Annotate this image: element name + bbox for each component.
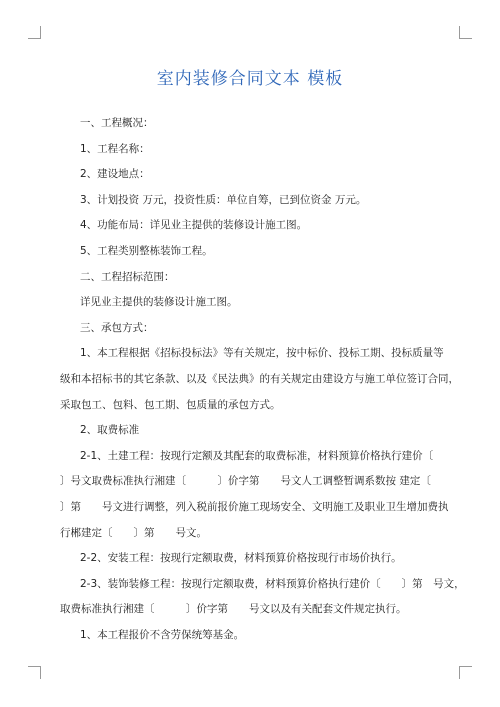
- body-line: 3、计划投资 万元，投资性质：单位自筹，已到位资金 万元。: [80, 193, 367, 206]
- crop-mark-top-left: [28, 26, 41, 39]
- body-line: 二、工程招标范围：: [80, 270, 175, 283]
- body-line: 级和本招标书的其它条款、以及《民法典》的有关规定由建设方与施工单位签订合同，: [60, 372, 459, 385]
- body-line: 2-3、装饰装修工程：按现行定额取费，材料预算价格执行建价〔 〕第 号文，: [80, 577, 465, 590]
- body-line: 2、取费标准: [80, 424, 140, 437]
- body-line: 一、工程概况：: [80, 117, 154, 129]
- body-line: 4、功能布局：详见业主提供的装修设计施工图。: [80, 219, 308, 232]
- crop-mark-bottom-right: [459, 666, 472, 679]
- body-line: 2、建设地点：: [80, 168, 150, 181]
- body-line: 行郴建定〔 〕第 号文。: [60, 526, 207, 539]
- document-title: 室内装修合同文本 模板: [156, 69, 344, 89]
- body-line: 〕第 号文进行调整，列入税前报价施工现场安全、文明施工及职业卫生增加费执: [60, 500, 449, 513]
- body-line: 1、本工程根据《招标投标法》等有关规定，按中标价、投标工期、投标质量等: [80, 347, 444, 360]
- body-line: 1、工程名称：: [80, 142, 150, 155]
- body-line: 采取包工、包料、包工期、包质量的承包方式。: [60, 398, 281, 411]
- body-line: 三、承包方式：: [80, 321, 154, 334]
- document-body: [60, 111, 465, 648]
- body-line: 5、工程类别整栋装饰工程。: [80, 244, 213, 257]
- body-line: 2-1、土建工程：按现行定额及其配套的取费标准，材料预算价格执行建价〔: [80, 449, 434, 462]
- crop-mark-bottom-left: [28, 666, 41, 679]
- crop-mark-top-right: [459, 26, 472, 39]
- body-line: 详见业主提供的装修设计施工图。: [80, 296, 238, 309]
- body-line: 〕号文取费标准执行湘建〔 〕价字第 号文人工调整暂调系数按 建定〔: [60, 475, 431, 488]
- body-line: 1、本工程报价不含劳保统筹基金。: [80, 628, 245, 641]
- body-line: 2-2、安装工程：按现行定额取费，材料预算价格按现行市场价执行。: [80, 552, 402, 565]
- body-line: 取费标准执行湘建〔 〕价字第 号文以及有关配套文件规定执行。: [60, 603, 407, 616]
